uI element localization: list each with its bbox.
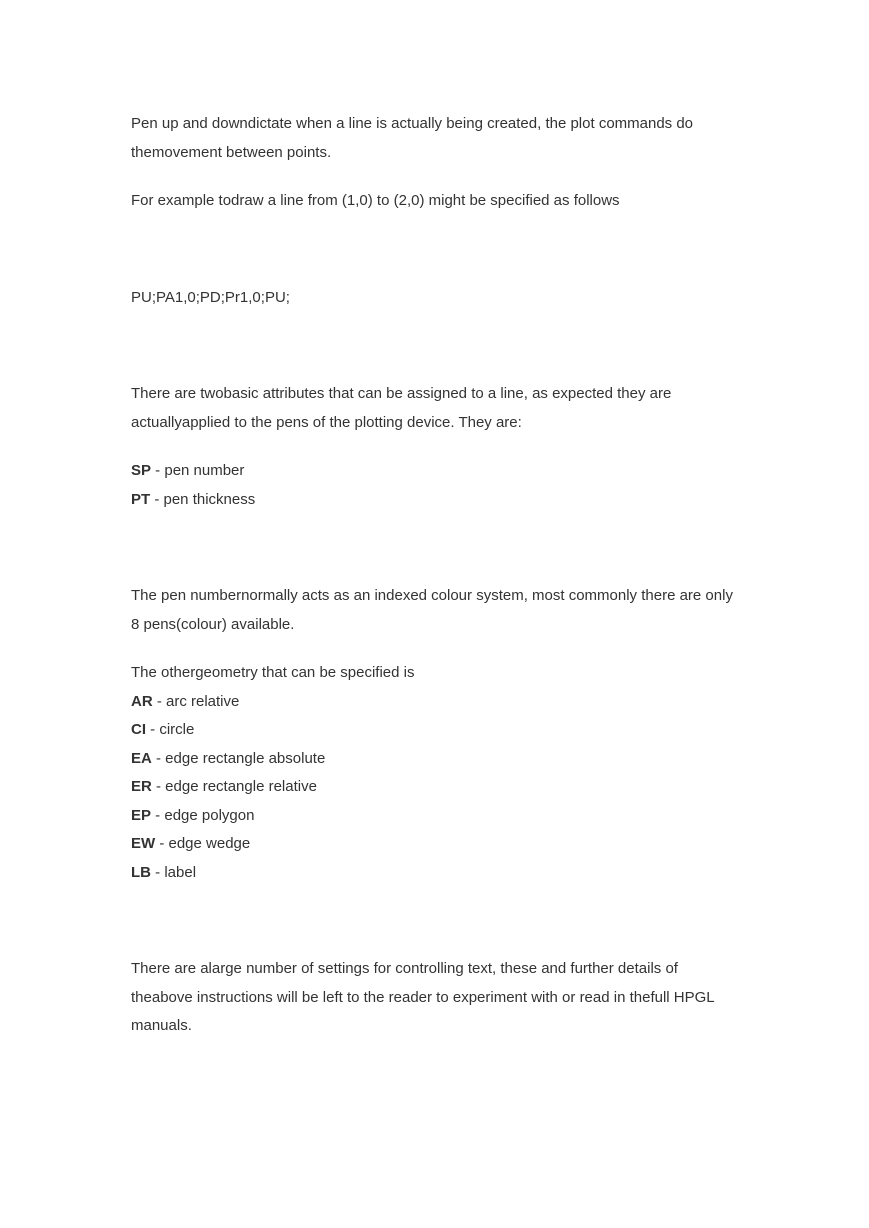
command-code: CI [131, 721, 146, 738]
command-code: EP [131, 806, 152, 824]
command-description: - circle [146, 721, 195, 738]
command-code: LB [131, 863, 151, 881]
list-item [131, 830, 741, 859]
command-description: - label [151, 863, 197, 881]
command-code: EW [131, 835, 156, 852]
code-example: PU;PA1,0;PD;Pr1,0;PU; [131, 288, 290, 306]
command-code: EA [131, 749, 152, 767]
command-description: - edge rectangle relative [151, 778, 317, 795]
paragraph-geometry: The othergeometry that can be specified is [131, 664, 415, 681]
command-description: - arc relative [152, 692, 240, 710]
geometry-list [131, 688, 741, 888]
command-description: - pen thickness [150, 490, 256, 508]
paragraph-text-settings: There are alarge number of settings for controlling text, these and further details of theabove instructions will be left to the reader to experiment with or read in thefull HPGL manuals. [131, 960, 715, 1034]
list-item [131, 457, 741, 486]
list-item [131, 688, 741, 717]
paragraph-attributes: There are twobasic attributes that can be assigned to a line, as expected they are actuallyapplied to the pens of the plotting device. They are: [131, 385, 672, 431]
list-item [131, 773, 741, 802]
paragraph-example: For example todraw a line from (1,0) to (2,0) might be specified as follows [131, 192, 620, 209]
list-item [131, 716, 741, 745]
paragraph-pen-number: The pen numbernormally acts as an indexed colour system, most commonly there are only 8 pens(colour) available. [131, 587, 733, 633]
list-item [131, 802, 741, 831]
command-code: PT [131, 490, 151, 508]
list-item [131, 745, 741, 774]
attributes-list [131, 457, 741, 514]
paragraph-pen-up-down: Pen up and downdictate when a line is actually being created, the plot commands do themovement between points. [131, 115, 694, 161]
command-code: AR [131, 692, 153, 710]
command-description: - edge rectangle absolute [151, 749, 326, 767]
command-code: ER [131, 778, 152, 795]
list-item [131, 486, 741, 515]
document-page [131, 110, 741, 1041]
list-item [131, 859, 741, 888]
command-code: SP [131, 462, 152, 479]
command-description: - pen number [151, 462, 245, 479]
command-description: - edge wedge [155, 835, 251, 852]
command-description: - edge polygon [151, 806, 255, 824]
